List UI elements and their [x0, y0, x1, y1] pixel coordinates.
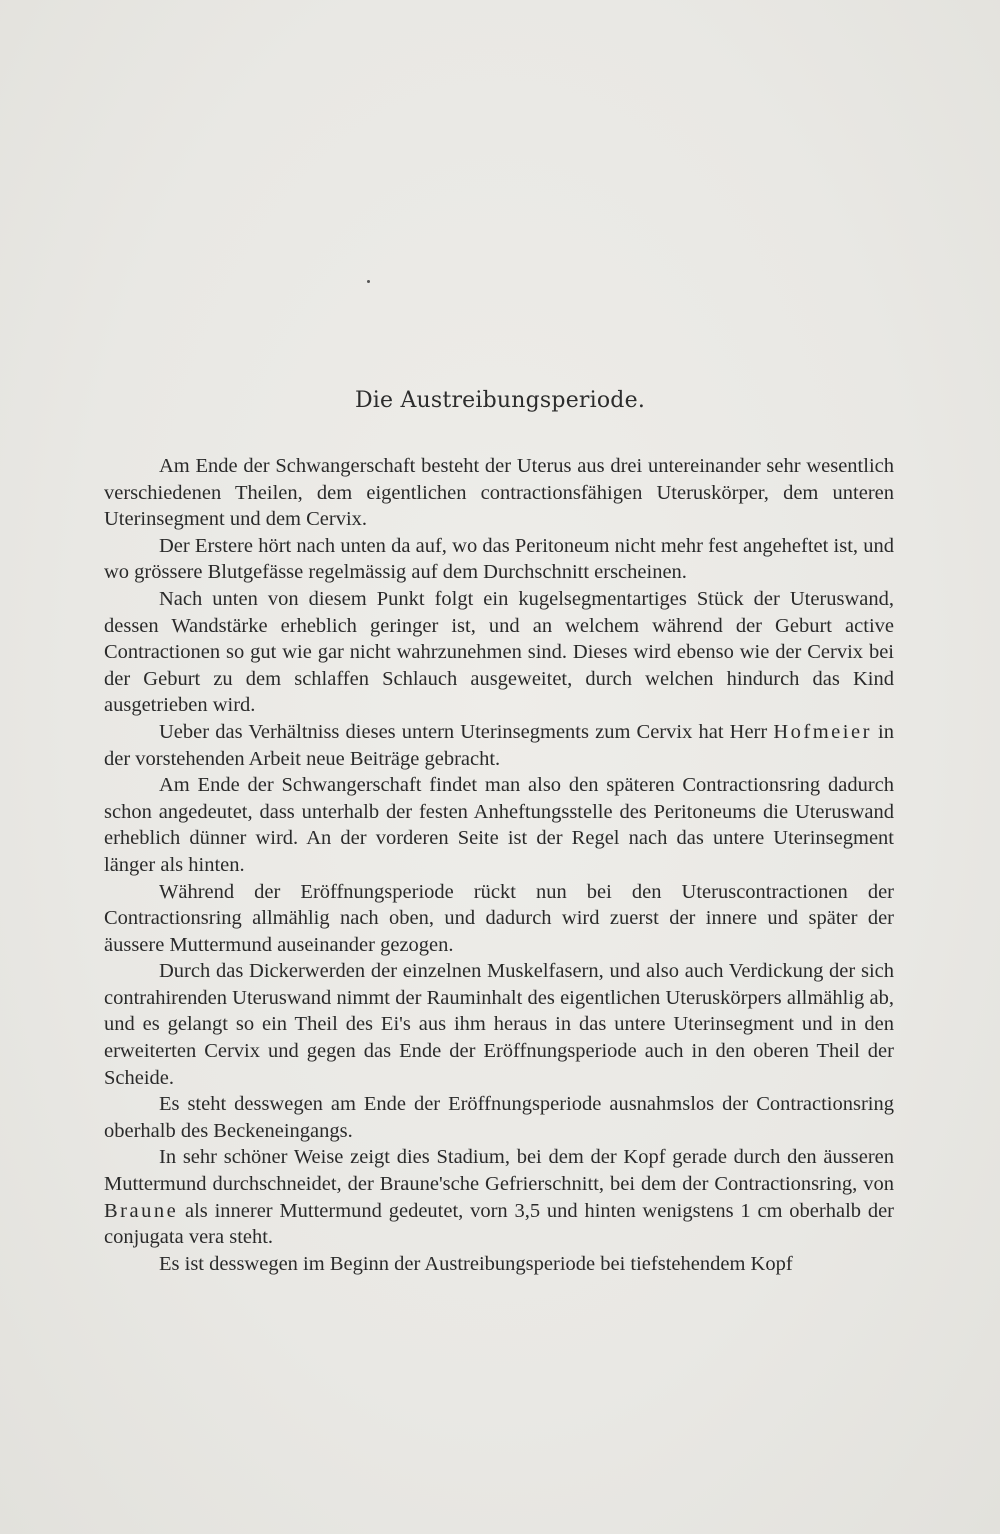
paragraph-4 [104, 719, 894, 772]
paragraph-8: Es steht desswegen am Ende der Eröffnungsperiode ausnahmslos der Contractionsring oberhalb des Beckeneingangs. [104, 1093, 894, 1142]
paragraph-4-end: in der vorstehenden Arbeit neue Beiträge gebracht. [104, 720, 894, 770]
paragraph-6: Während der Eröffnungsperiode rückt nun bei den Uteruscontractionen der Contractionsring allmählig nach oben, und dadurch wird zuerst der innere und später der äussere Muttermund auseinander gezogen. [104, 880, 894, 956]
ink-speck [367, 280, 370, 283]
section-title: Die Austreibungsperiode. [354, 388, 646, 413]
paragraph-2: Der Erstere hört nach unten da auf, wo das Peritoneum nicht mehr fest angeheftet ist, und wo grössere Blutgefässe regelmässig auf dem Durchschnitt erscheinen. [104, 534, 894, 584]
paragraph-1: Am Ende der Schwangerschaft besteht der Uterus aus drei untereinander sehr wesentlich verschiedenen Theilen, dem eigentlichen contractionsfähigen Uteruskörper, dem unteren Uterinsegment und dem Cervix. [104, 455, 894, 531]
paragraph-5: Am Ende der Schwangerschaft findet man also den späteren Contractionsring dadurch schon angedeutet, dass unterhalb der festen Anheftungsstelle des Peritoneums die Uteruswand erheblich dünner wird. An der vorderen Seite ist der Regel nach das untere Uterinsegment länger als hinten. [104, 774, 894, 876]
paragraph-9 [104, 1144, 894, 1250]
paragraph-9-end: als innerer Muttermund gedeutet, vorn 3,5 und hinten wenigstens 1 cm oberhalb der conjugata vera steht. [104, 1199, 895, 1249]
paragraph-10: Es ist desswegen im Beginn der Austreibungsperiode bei tiefstehendem Kopf [159, 1252, 793, 1275]
paragraph-7: Durch das Dickerwerden der einzelnen Muskelfasern, und also auch Verdickung der sich contrahirenden Uteruswand nimmt der Rauminhalt des eigentlichen Uteruskörpers allmählig ab, und es gelangt so ein Theil des Ei's aus ihm heraus in das untere Uterinsegment und in den erweiterten Cervix und gegen das Ende der Eröffnungsperiode auch in den oberen Theil der Scheide. [104, 960, 894, 1089]
paragraph-3: Nach unten von diesem Punkt folgt ein kugelsegmentartiges Stück der Uteruswand, dessen Wandstärke erheblich geringer ist, und an welchem während der Geburt active Contractionen so gut wie gar nicht wahrzunehmen sind. Dieses wird ebenso wie der Cervix bei der Geburt zu dem schlaffen Schlauch ausgeweitet, durch welchen hindurch das Kind ausgetrieben wird. [104, 587, 894, 717]
paragraph-9-start: In sehr schöner Weise zeigt dies Stadium, bei dem der Kopf gerade durch den äusseren Muttermund durchschneidet, der Braune'sche Gefrierschnitt, bei dem der Contractionsring, von [104, 1146, 894, 1196]
body-text [104, 453, 894, 1277]
paragraph-4-start: Ueber das Verhältniss dieses untern Uterinsegments zum Cervix hat Herr [159, 720, 768, 743]
author-name-hofmeier: Hofmeier [773, 720, 872, 743]
author-name-braune: Braune [104, 1199, 179, 1222]
